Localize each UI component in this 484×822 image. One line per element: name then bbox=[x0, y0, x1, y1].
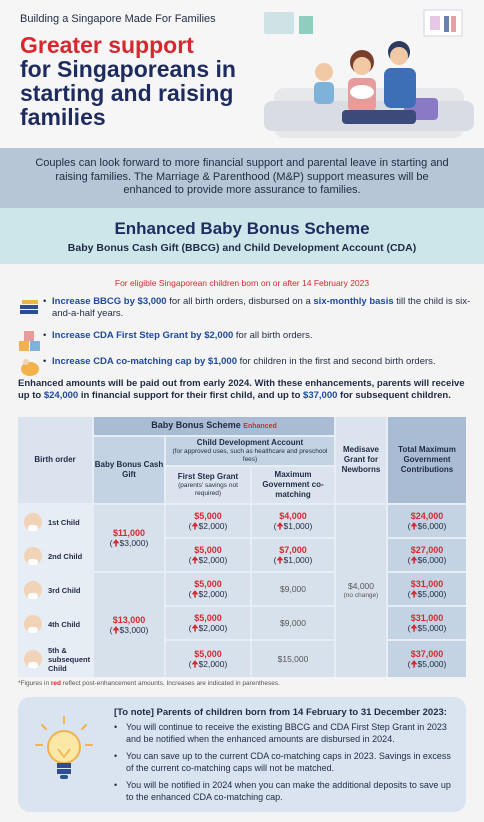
fsg-cell-5: $5,000 (🠉$2,000) bbox=[166, 641, 250, 677]
total-increase: $5,000 bbox=[417, 589, 444, 599]
blocks-icon bbox=[18, 330, 42, 352]
baby-icon bbox=[24, 650, 42, 668]
comatch-cell-2: $7,000 (🠉$1,000) bbox=[252, 539, 334, 571]
table-header-fsg bbox=[166, 467, 250, 503]
comatch-cell-1: $4,000 (🠉$1,000) bbox=[252, 505, 334, 537]
table-header-bbcg: Baby Bonus Cash Gift bbox=[94, 437, 164, 503]
fsg-value: $5,000 bbox=[194, 649, 222, 659]
baby-icon bbox=[24, 513, 42, 531]
table-footnote bbox=[18, 680, 280, 687]
birth-order-row-5 bbox=[24, 643, 90, 675]
footnote-red: red bbox=[50, 680, 61, 687]
bbcg-group-1: $11,000 (🠉$3,000) bbox=[94, 505, 164, 571]
note-title: [To note] Parents of children born from 14 February to 31 December 2023: bbox=[114, 707, 447, 718]
bullet-rest: till the child is six-and-a-half years. bbox=[52, 296, 471, 319]
bullet-text bbox=[52, 296, 472, 320]
coins-icon bbox=[18, 296, 42, 318]
table-header-total: Total Maximum Government Contributions bbox=[388, 417, 466, 503]
fsg-increase: $2,000 bbox=[198, 555, 225, 565]
piggy-bank-icon bbox=[18, 356, 42, 378]
intro-banner: Couples can look forward to more financial support and parental leave in starting and raising families. The Marriage & Parenthood (M&P) support measures will be enhanced to provide more assurance to families. bbox=[0, 148, 484, 208]
comatch-increase: $1,000 bbox=[283, 555, 310, 565]
increase-arrow-icon: 🠉 bbox=[191, 659, 199, 669]
table-header-scheme bbox=[94, 417, 334, 435]
summary-part: for subsequent children. bbox=[337, 390, 451, 401]
birth-order-label: 5th & subsequent Child bbox=[48, 645, 91, 673]
birth-order-label: 3rd Child bbox=[48, 585, 81, 595]
bullet-mid: for all birth orders. bbox=[233, 330, 313, 341]
total-cell-5: $37,000 (🠉$5,000) bbox=[388, 641, 466, 677]
bbcg-value: $11,000 bbox=[112, 528, 146, 538]
note-item: • You can save up to the current CDA co-matching caps in 2023. Savings in excess of the current co-matching caps will not be matched. bbox=[114, 751, 454, 774]
fsg-cell-2: $5,000 (🠉$2,000) bbox=[166, 539, 250, 571]
summary-value-subsequent: $37,000 bbox=[303, 390, 338, 401]
increase-arrow-icon: 🠉 bbox=[191, 623, 199, 633]
scheme-title: Enhanced Baby Bonus Scheme bbox=[114, 219, 370, 238]
medisave-value: $4,000 bbox=[348, 581, 374, 591]
fsg-value: $5,000 bbox=[194, 613, 222, 623]
increase-arrow-icon: 🠉 bbox=[191, 589, 199, 599]
bullet-dot: • bbox=[43, 296, 47, 307]
lightbulb-icon bbox=[34, 715, 94, 791]
birth-order-row-2 bbox=[24, 541, 90, 571]
cda-label: Child Development Account bbox=[196, 438, 304, 447]
total-value: $27,000 bbox=[410, 545, 444, 555]
total-value: $24,000 bbox=[410, 511, 444, 521]
fsg-value: $5,000 bbox=[194, 579, 222, 589]
bullet-text bbox=[52, 356, 472, 368]
bbcg-increase: $3,000 bbox=[119, 625, 146, 635]
total-cell-3: $31,000 (🠉$5,000) bbox=[388, 573, 466, 605]
total-value: $31,000 bbox=[410, 579, 444, 589]
hero-title-navy: for Singaporeans in starting and raising families bbox=[20, 56, 236, 130]
medisave-cell bbox=[336, 505, 386, 677]
increase-arrow-icon: 🠉 bbox=[276, 555, 284, 565]
summary-value-first: $24,000 bbox=[43, 390, 79, 401]
fsg-cell-4: $5,000 (🠉$2,000) bbox=[166, 607, 250, 639]
baby-icon bbox=[24, 615, 42, 633]
fsg-increase: $2,000 bbox=[198, 589, 225, 599]
footnote-part: reflect post-enhancement amounts. Increases are indicated in parentheses. bbox=[61, 680, 280, 687]
total-cell-2: $27,000 (🠉$6,000) bbox=[388, 539, 466, 571]
summary-part: Enhanced amounts will be paid out from early 2024. With these enhancements, parents will receive up to bbox=[18, 378, 465, 401]
increase-arrow-icon: 🠉 bbox=[112, 538, 120, 548]
footnote-part: *Figures in bbox=[18, 680, 51, 687]
birth-order-label: 4th Child bbox=[48, 619, 81, 629]
increase-arrow-icon: 🠉 bbox=[410, 589, 418, 599]
comatch-value: $7,000 bbox=[279, 545, 307, 555]
bullet-bold: Increase CDA co-matching cap by $1,000 bbox=[52, 356, 237, 367]
total-value: $31,000 bbox=[410, 613, 444, 623]
total-increase: $6,000 bbox=[417, 521, 444, 531]
bullet-bold2: six-monthly basis bbox=[313, 296, 394, 307]
birth-order-label: 1st Child bbox=[48, 517, 80, 527]
comatch-cell-5 bbox=[252, 641, 334, 677]
bullet-cda-comatch bbox=[18, 356, 468, 376]
header-scheme-label: Baby Bonus Scheme bbox=[151, 420, 241, 430]
fsg-note: (parents' savings not required) bbox=[178, 482, 238, 497]
header-scheme-tag: Enhanced bbox=[243, 423, 277, 430]
bbcg-increase: $3,000 bbox=[119, 538, 146, 548]
hero-title bbox=[20, 33, 255, 129]
bullet-dot: • bbox=[43, 330, 47, 341]
total-increase: $5,000 bbox=[417, 659, 444, 669]
increase-arrow-icon: 🠉 bbox=[191, 521, 199, 531]
bullet-cda-fsg bbox=[18, 330, 468, 350]
note-item: • You will be notified in 2024 when you can make the additional deposits to save up to the enhanced CDA co-matching cap. bbox=[114, 780, 454, 803]
baby-icon bbox=[24, 547, 42, 565]
fsg-cell-1: $5,000 (🠉$2,000) bbox=[166, 505, 250, 537]
birth-order-row-3 bbox=[24, 575, 90, 605]
total-cell-1: $24,000 (🠉$6,000) bbox=[388, 505, 466, 537]
medisave-note: (no change) bbox=[343, 592, 379, 599]
increase-arrow-icon: 🠉 bbox=[410, 659, 418, 669]
comatch-value: $4,000 bbox=[279, 511, 307, 521]
comatch-increase: $1,000 bbox=[283, 521, 310, 531]
table-header-max-comatch: Maximum Government co-matching bbox=[252, 467, 334, 503]
increase-arrow-icon: 🠉 bbox=[410, 521, 418, 531]
enhanced-summary bbox=[18, 378, 468, 402]
fsg-increase: $2,000 bbox=[198, 521, 225, 531]
birth-order-row-4 bbox=[24, 609, 90, 639]
cda-note: (for approved uses, such as healthcare and preschool fees) bbox=[172, 448, 328, 463]
baby-bonus-table bbox=[18, 417, 466, 677]
comatch-cell-4 bbox=[252, 607, 334, 639]
fsg-increase: $2,000 bbox=[198, 623, 225, 633]
eligibility-note: For eligible Singaporean children born on or after 14 February 2023 bbox=[114, 278, 370, 288]
family-illustration bbox=[254, 6, 484, 146]
comatch-value: $9,000 bbox=[280, 618, 306, 628]
hero-title-red: Greater support bbox=[20, 32, 194, 58]
increase-arrow-icon: 🠉 bbox=[112, 625, 120, 635]
comatch-cell-3 bbox=[252, 573, 334, 605]
summary-part: in financial support for their first child, and up to bbox=[78, 390, 304, 401]
bullet-dot: • bbox=[43, 356, 47, 367]
total-increase: $6,000 bbox=[417, 555, 444, 565]
table-header-cda bbox=[166, 437, 334, 465]
baby-icon bbox=[24, 581, 42, 599]
total-increase: $5,000 bbox=[417, 623, 444, 633]
hero-section bbox=[0, 0, 484, 148]
increase-arrow-icon: 🠉 bbox=[276, 521, 284, 531]
bbcg-group-2: $13,000 (🠉$3,000) bbox=[94, 573, 164, 677]
bullet-mid: for children in the first and second birth orders. bbox=[236, 356, 436, 367]
bullet-text bbox=[52, 330, 472, 342]
bullet-bold: Increase BBCG by $3,000 bbox=[52, 296, 167, 307]
fsg-increase: $2,000 bbox=[198, 659, 225, 669]
note-box bbox=[18, 697, 466, 812]
total-value: $37,000 bbox=[410, 649, 444, 659]
comatch-value: $15,000 bbox=[277, 654, 309, 664]
table-header-medisave: Medisave Grant for Newborns bbox=[336, 417, 386, 503]
total-cell-4: $31,000 (🠉$5,000) bbox=[388, 607, 466, 639]
bullet-bold: Increase CDA First Step Grant by $2,000 bbox=[52, 330, 234, 341]
hero-kicker: Building a Singapore Made For Families bbox=[20, 13, 216, 25]
birth-order-row-1 bbox=[24, 507, 90, 537]
note-list bbox=[114, 722, 454, 809]
fsg-label: First Step Grant bbox=[177, 472, 239, 481]
increase-arrow-icon: 🠉 bbox=[410, 555, 418, 565]
scheme-subtitle: Baby Bonus Cash Gift (BBCG) and Child Development Account (CDA) bbox=[67, 242, 417, 254]
table-header-birth-order: Birth order bbox=[18, 417, 92, 503]
note-item: • You will continue to receive the existing BBCG and CDA First Step Grant in 2023 and be notified when the enhanced amounts are disbursed in 2024. bbox=[114, 722, 454, 745]
bullet-bbcg bbox=[18, 296, 471, 322]
increase-arrow-icon: 🠉 bbox=[410, 623, 418, 633]
comatch-value: $9,000 bbox=[280, 584, 306, 594]
fsg-value: $5,000 bbox=[194, 545, 222, 555]
fsg-cell-3: $5,000 (🠉$2,000) bbox=[166, 573, 250, 605]
birth-order-label: 2nd Child bbox=[48, 551, 83, 561]
fsg-value: $5,000 bbox=[194, 511, 222, 521]
bbcg-value: $13,000 bbox=[112, 615, 146, 625]
scheme-banner bbox=[0, 208, 484, 264]
bullet-mid: for all birth orders, disbursed on a bbox=[166, 296, 314, 307]
increase-arrow-icon: 🠉 bbox=[191, 555, 199, 565]
